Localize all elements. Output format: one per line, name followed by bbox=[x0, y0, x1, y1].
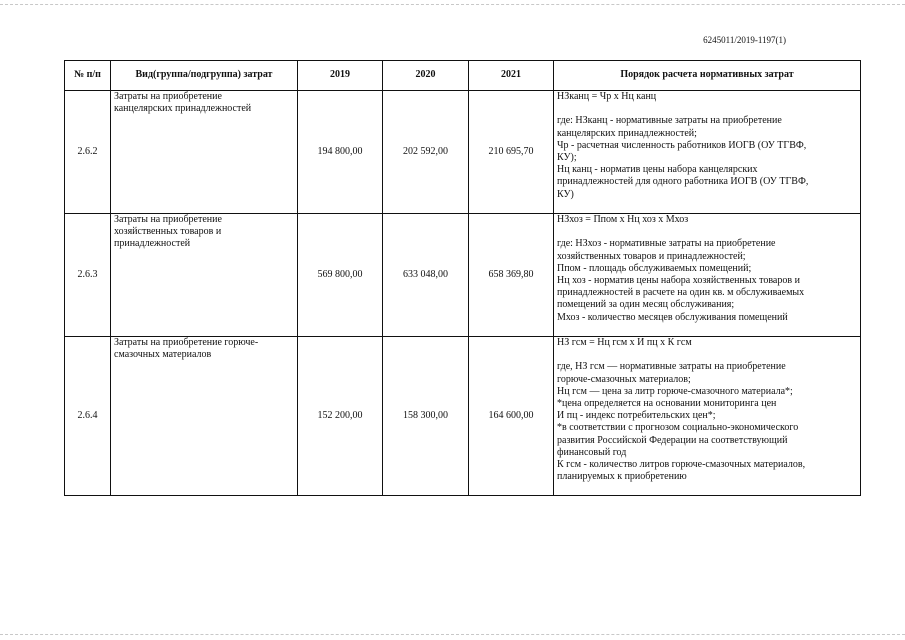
document-number: 6245011/2019-1197(1) bbox=[703, 35, 786, 45]
formula-explanation-line bbox=[557, 349, 857, 361]
formula-explanation-line: горюче-смазочных материалов; bbox=[557, 373, 691, 385]
cost-type-line: Затраты на приобретение bbox=[114, 214, 222, 225]
calculation-method bbox=[554, 91, 861, 214]
calculation-method bbox=[554, 337, 861, 496]
formula-explanation-line: помещений за один месяц обслуживания; bbox=[557, 299, 735, 311]
cost-type-line: смазочных материалов bbox=[114, 349, 212, 361]
formula-explanation-line: К гсм - количество литров горюче-смазочных материалов, bbox=[557, 459, 806, 471]
cost-type-line: принадлежностей bbox=[114, 238, 191, 250]
formula-explanation-line: планируемых к приобретению bbox=[557, 471, 687, 483]
cost-type-line: канцелярских принадлежностей bbox=[114, 103, 252, 115]
formula-explanation-line: Нц хоз - норматив цены набора хозяйственных товаров и bbox=[557, 275, 800, 286]
formula-explanation-line: Нц гсм — цена за литр горюче-смазочного материала*; bbox=[557, 385, 793, 397]
formula-explanation-line: финансовый год bbox=[557, 446, 627, 458]
header-year-2019: 2019 bbox=[298, 61, 383, 91]
header-calculation-method: Порядок расчета нормативных затрат bbox=[554, 61, 861, 91]
formula-explanation-line: Нц канц - норматив цены набора канцелярских bbox=[557, 164, 758, 176]
formula-explanation-line: Чр - расчетная численность работников ИОГВ (ОУ ТГВФ, bbox=[557, 139, 807, 151]
table-row bbox=[65, 91, 861, 214]
cost-type bbox=[111, 214, 298, 337]
row-number: 2.6.4 bbox=[65, 337, 111, 496]
value-2020: 158 300,00 bbox=[383, 337, 469, 496]
value-2021: 658 369,80 bbox=[469, 214, 554, 337]
value-2019: 194 800,00 bbox=[298, 91, 383, 214]
table-header-row bbox=[65, 61, 861, 91]
value-2021: 164 600,00 bbox=[469, 337, 554, 496]
formula-explanation-line: Мхоз - количество месяцев обслуживания помещений bbox=[557, 311, 788, 323]
value-2019: 152 200,00 bbox=[298, 337, 383, 496]
formula-explanation-line: КУ); bbox=[557, 152, 577, 163]
header-year-2021: 2021 bbox=[469, 61, 554, 91]
row-number: 2.6.3 bbox=[65, 214, 111, 337]
value-2020: 202 592,00 bbox=[383, 91, 469, 214]
formula-explanation-line: где, НЗ гсм — нормативные затраты на приобретение bbox=[557, 361, 786, 373]
header-number: № п/п bbox=[65, 61, 111, 91]
table-body bbox=[65, 91, 861, 496]
header-year-2020: 2020 bbox=[383, 61, 469, 91]
formula-explanation-line: где: НЗхоз - нормативные затраты на приобретение bbox=[557, 238, 776, 250]
table-row bbox=[65, 337, 861, 496]
formula-explanation-line: принадлежностей для одного работника ИОГВ (ОУ ТГВФ, bbox=[557, 176, 809, 188]
cost-type-line: Затраты на приобретение bbox=[114, 91, 222, 102]
cost-type-line: хозяйственных товаров и bbox=[114, 226, 222, 238]
value-2020: 633 048,00 bbox=[383, 214, 469, 337]
formula-explanation-line: *цена определяется на основании мониторинга цен bbox=[557, 398, 777, 409]
formula-explanation-line bbox=[557, 226, 857, 238]
formula-explanation-line: развития Российской Федерации на соответствующий bbox=[557, 434, 788, 446]
row-number: 2.6.2 bbox=[65, 91, 111, 214]
table-row bbox=[65, 214, 861, 337]
formula-explanation-line: *в соответствии с прогнозом социально-экономического bbox=[557, 422, 799, 434]
header-cost-type: Вид(группа/подгруппа) затрат bbox=[111, 61, 298, 91]
formula-explanation-line: принадлежностей в расчете на один кв. м обслуживаемых bbox=[557, 287, 805, 299]
cost-type bbox=[111, 91, 298, 214]
formula-explanation-line: КУ) bbox=[557, 188, 574, 200]
formula-explanation-line: И пц - индекс потребительских цен*; bbox=[557, 410, 716, 422]
formula-explanation-line: хозяйственных товаров и принадлежностей; bbox=[557, 250, 746, 262]
formula-explanation-line: где: НЗканц - нормативные затраты на приобретение bbox=[557, 115, 782, 127]
formula-explanation-line bbox=[557, 103, 857, 115]
value-2021: 210 695,70 bbox=[469, 91, 554, 214]
cost-type-line: Затраты на приобретение горюче- bbox=[114, 337, 259, 348]
formula-line: НЗканц = Чр х Нц канц bbox=[557, 91, 657, 102]
cost-type bbox=[111, 337, 298, 496]
formula-line: НЗхоз = Ппом х Нц хоз х Мхоз bbox=[557, 214, 689, 225]
scan-artifact-bottom bbox=[0, 634, 905, 636]
calculation-method bbox=[554, 214, 861, 337]
normative-costs-table bbox=[64, 60, 861, 496]
formula-explanation-line: канцелярских принадлежностей; bbox=[557, 127, 697, 139]
value-2019: 569 800,00 bbox=[298, 214, 383, 337]
formula-explanation-line: Ппом - площадь обслуживаемых помещений; bbox=[557, 262, 752, 274]
scan-artifact-top bbox=[0, 4, 905, 6]
formula-line: НЗ гсм = Нц гсм х И пц х К гсм bbox=[557, 337, 692, 348]
